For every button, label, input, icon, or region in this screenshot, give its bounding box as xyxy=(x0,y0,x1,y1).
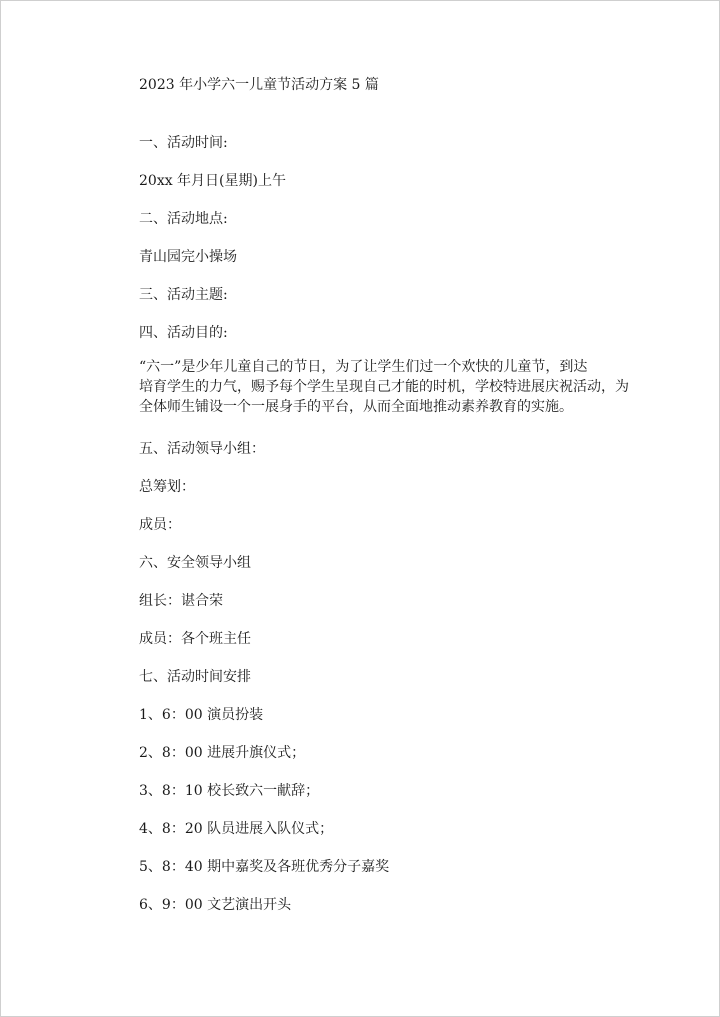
section-heading-leadership: 五、活动领导小组： xyxy=(139,441,265,457)
section-heading-purpose: 四、活动目的: xyxy=(139,325,228,341)
purpose-paragraph xyxy=(139,357,629,417)
activity-location-value: 青山园完小操场 xyxy=(139,249,237,265)
schedule-item: 5、8：40 期中嘉奖及各班优秀分子嘉奖 xyxy=(139,859,390,875)
schedule-item: 2、8：00 进展升旗仪式； xyxy=(139,745,306,761)
section-heading-safety: 六、安全领导小组 xyxy=(139,555,251,571)
section-heading-location: 二、活动地点: xyxy=(139,211,228,227)
safety-members-line: 成员：各个班主任 xyxy=(139,631,251,647)
chief-planner-line: 总筹划： xyxy=(139,479,195,495)
schedule-item: 1、6：00 演员扮装 xyxy=(139,707,264,723)
section-heading-theme: 三、活动主题: xyxy=(139,287,228,303)
document-title: 2023 年小学六一儿童节活动方案 5 篇 xyxy=(139,77,379,93)
paragraph-line: 培育学生的力气，赐予每个学生呈现自己才能的时机，学校特进展庆祝活动，为 xyxy=(139,379,629,395)
schedule-item: 4、8：20 队员进展入队仪式； xyxy=(139,821,334,837)
activity-time-value: 20xx 年月日(星期)上午 xyxy=(139,173,286,189)
paragraph-line: “六一”是少年儿童自己的节日，为了让学生们过一个欢快的儿童节，到达 xyxy=(139,359,588,375)
paragraph-line: 全体师生铺设一个一展身手的平台，从而全面地推动素养教育的实施。 xyxy=(139,399,573,415)
section-heading-schedule: 七、活动时间安排 xyxy=(139,669,251,685)
section-heading-time: 一、活动时间: xyxy=(139,135,228,151)
members-line: 成员： xyxy=(139,517,181,533)
schedule-item: 6、9：00 文艺演出开头 xyxy=(139,897,292,913)
schedule-item: 3、8：10 校长致六一献辞； xyxy=(139,783,320,799)
group-leader-line: 组长：谌合荣 xyxy=(139,593,223,609)
